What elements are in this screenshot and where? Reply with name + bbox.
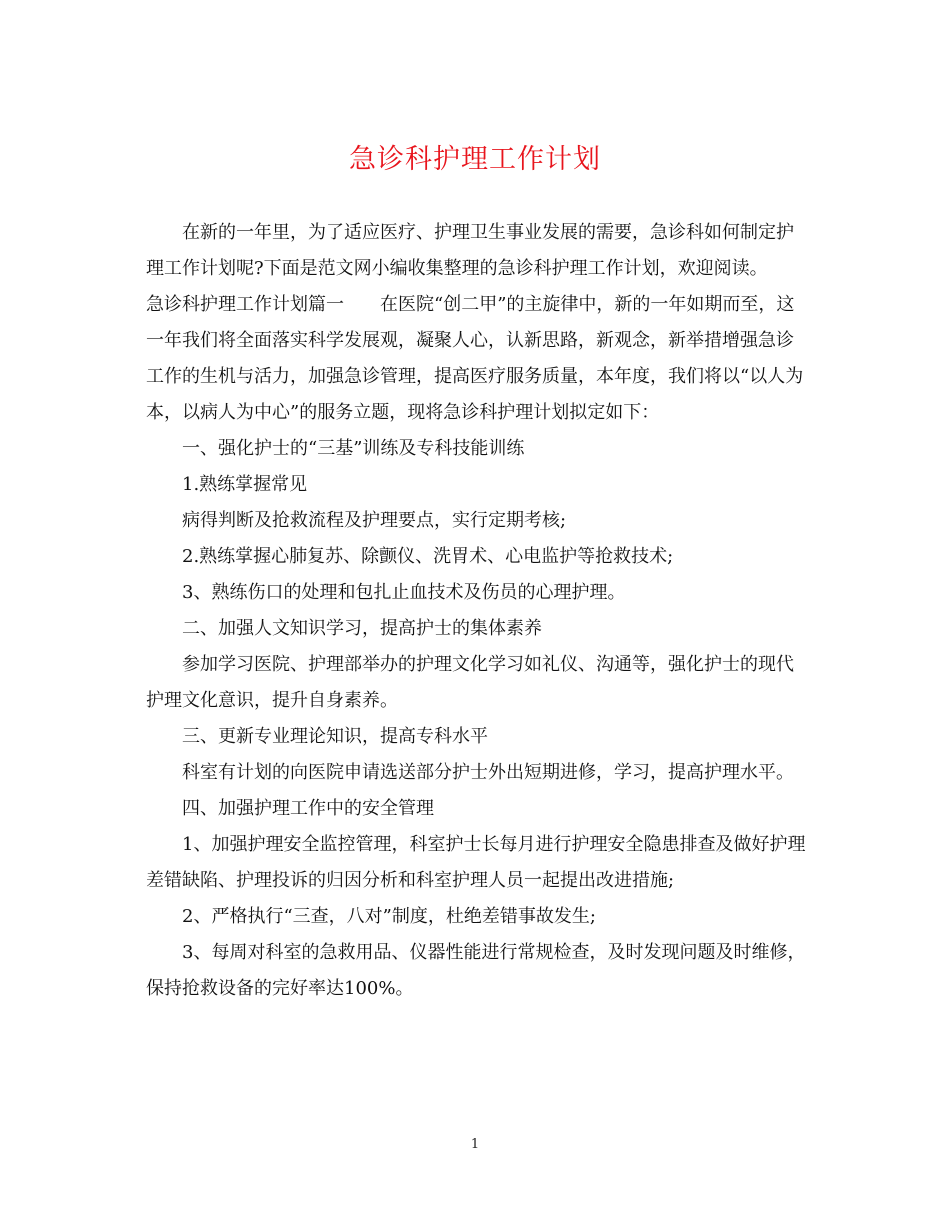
list-item: 病得判断及抢救流程及护理要点，实行定期考核; xyxy=(182,510,567,531)
intro-paragraph: 在新的一年里，为了适应医疗、护理卫生事业发展的需要，急诊科如何制定护理工作计划呢?下面是范文网小编收集整理的急诊科护理工作计划，欢迎阅读。 xyxy=(146,222,794,279)
list-item: 3、每周对科室的急救用品、仪器性能进行常规检查，及时发现问题及时维修，保持抢救设备的完好率达100%。 xyxy=(146,942,806,999)
list-item: 3、熟练伤口的处理和包扎止血技术及伤员的心理护理。 xyxy=(182,582,626,603)
section-heading-3: 三、更新专业理论知识，提高专科水平 xyxy=(182,726,488,747)
section-heading-4: 四、加强护理工作中的安全管理 xyxy=(182,798,434,819)
document-body xyxy=(146,215,806,1007)
list-item: 2.熟练掌握心肺复苏、除颤仪、洗胃术、心电监护等抢救技术; xyxy=(182,546,674,567)
section-heading-2: 二、加强人文知识学习，提高护士的集体素养 xyxy=(182,618,542,639)
body-paragraph: 参加学习医院、护理部举办的护理文化学习如礼仪、沟通等，强化护士的现代护理文化意识，提升自身素养。 xyxy=(146,654,794,711)
plan-one-paragraph: 急诊科护理工作计划篇一 在医院“创二甲”的主旋律中，新的一年如期而至，这一年我们将全面落实科学发展观，凝聚人心，认新思路，新观念，新举措增强急诊工作的生机与活力，加强急诊管理，提高医疗服务质量，本年度，我们将以“以人为本，以病人为中心”的服务立题，现将急诊科护理计划拟定如下： xyxy=(146,294,804,423)
list-item: 1、加强护理安全监控管理，科室护士长每月进行护理安全隐患排查及做好护理差错缺陷、护理投诉的归因分析和科室护理人员一起提出改进措施; xyxy=(146,834,806,891)
body-paragraph: 科室有计划的向医院申请选送部分护士外出短期进修，学习，提高护理水平。 xyxy=(182,762,794,783)
list-item: 2、严格执行“三查，八对”制度，杜绝差错事故发生; xyxy=(182,906,596,927)
page-number: 1 xyxy=(470,1137,480,1152)
list-item: 1.熟练掌握常见 xyxy=(182,474,308,495)
document-title: 急诊科护理工作计划 xyxy=(349,144,601,175)
section-heading-1: 一、强化护士的“三基”训练及专科技能训练 xyxy=(182,438,525,459)
